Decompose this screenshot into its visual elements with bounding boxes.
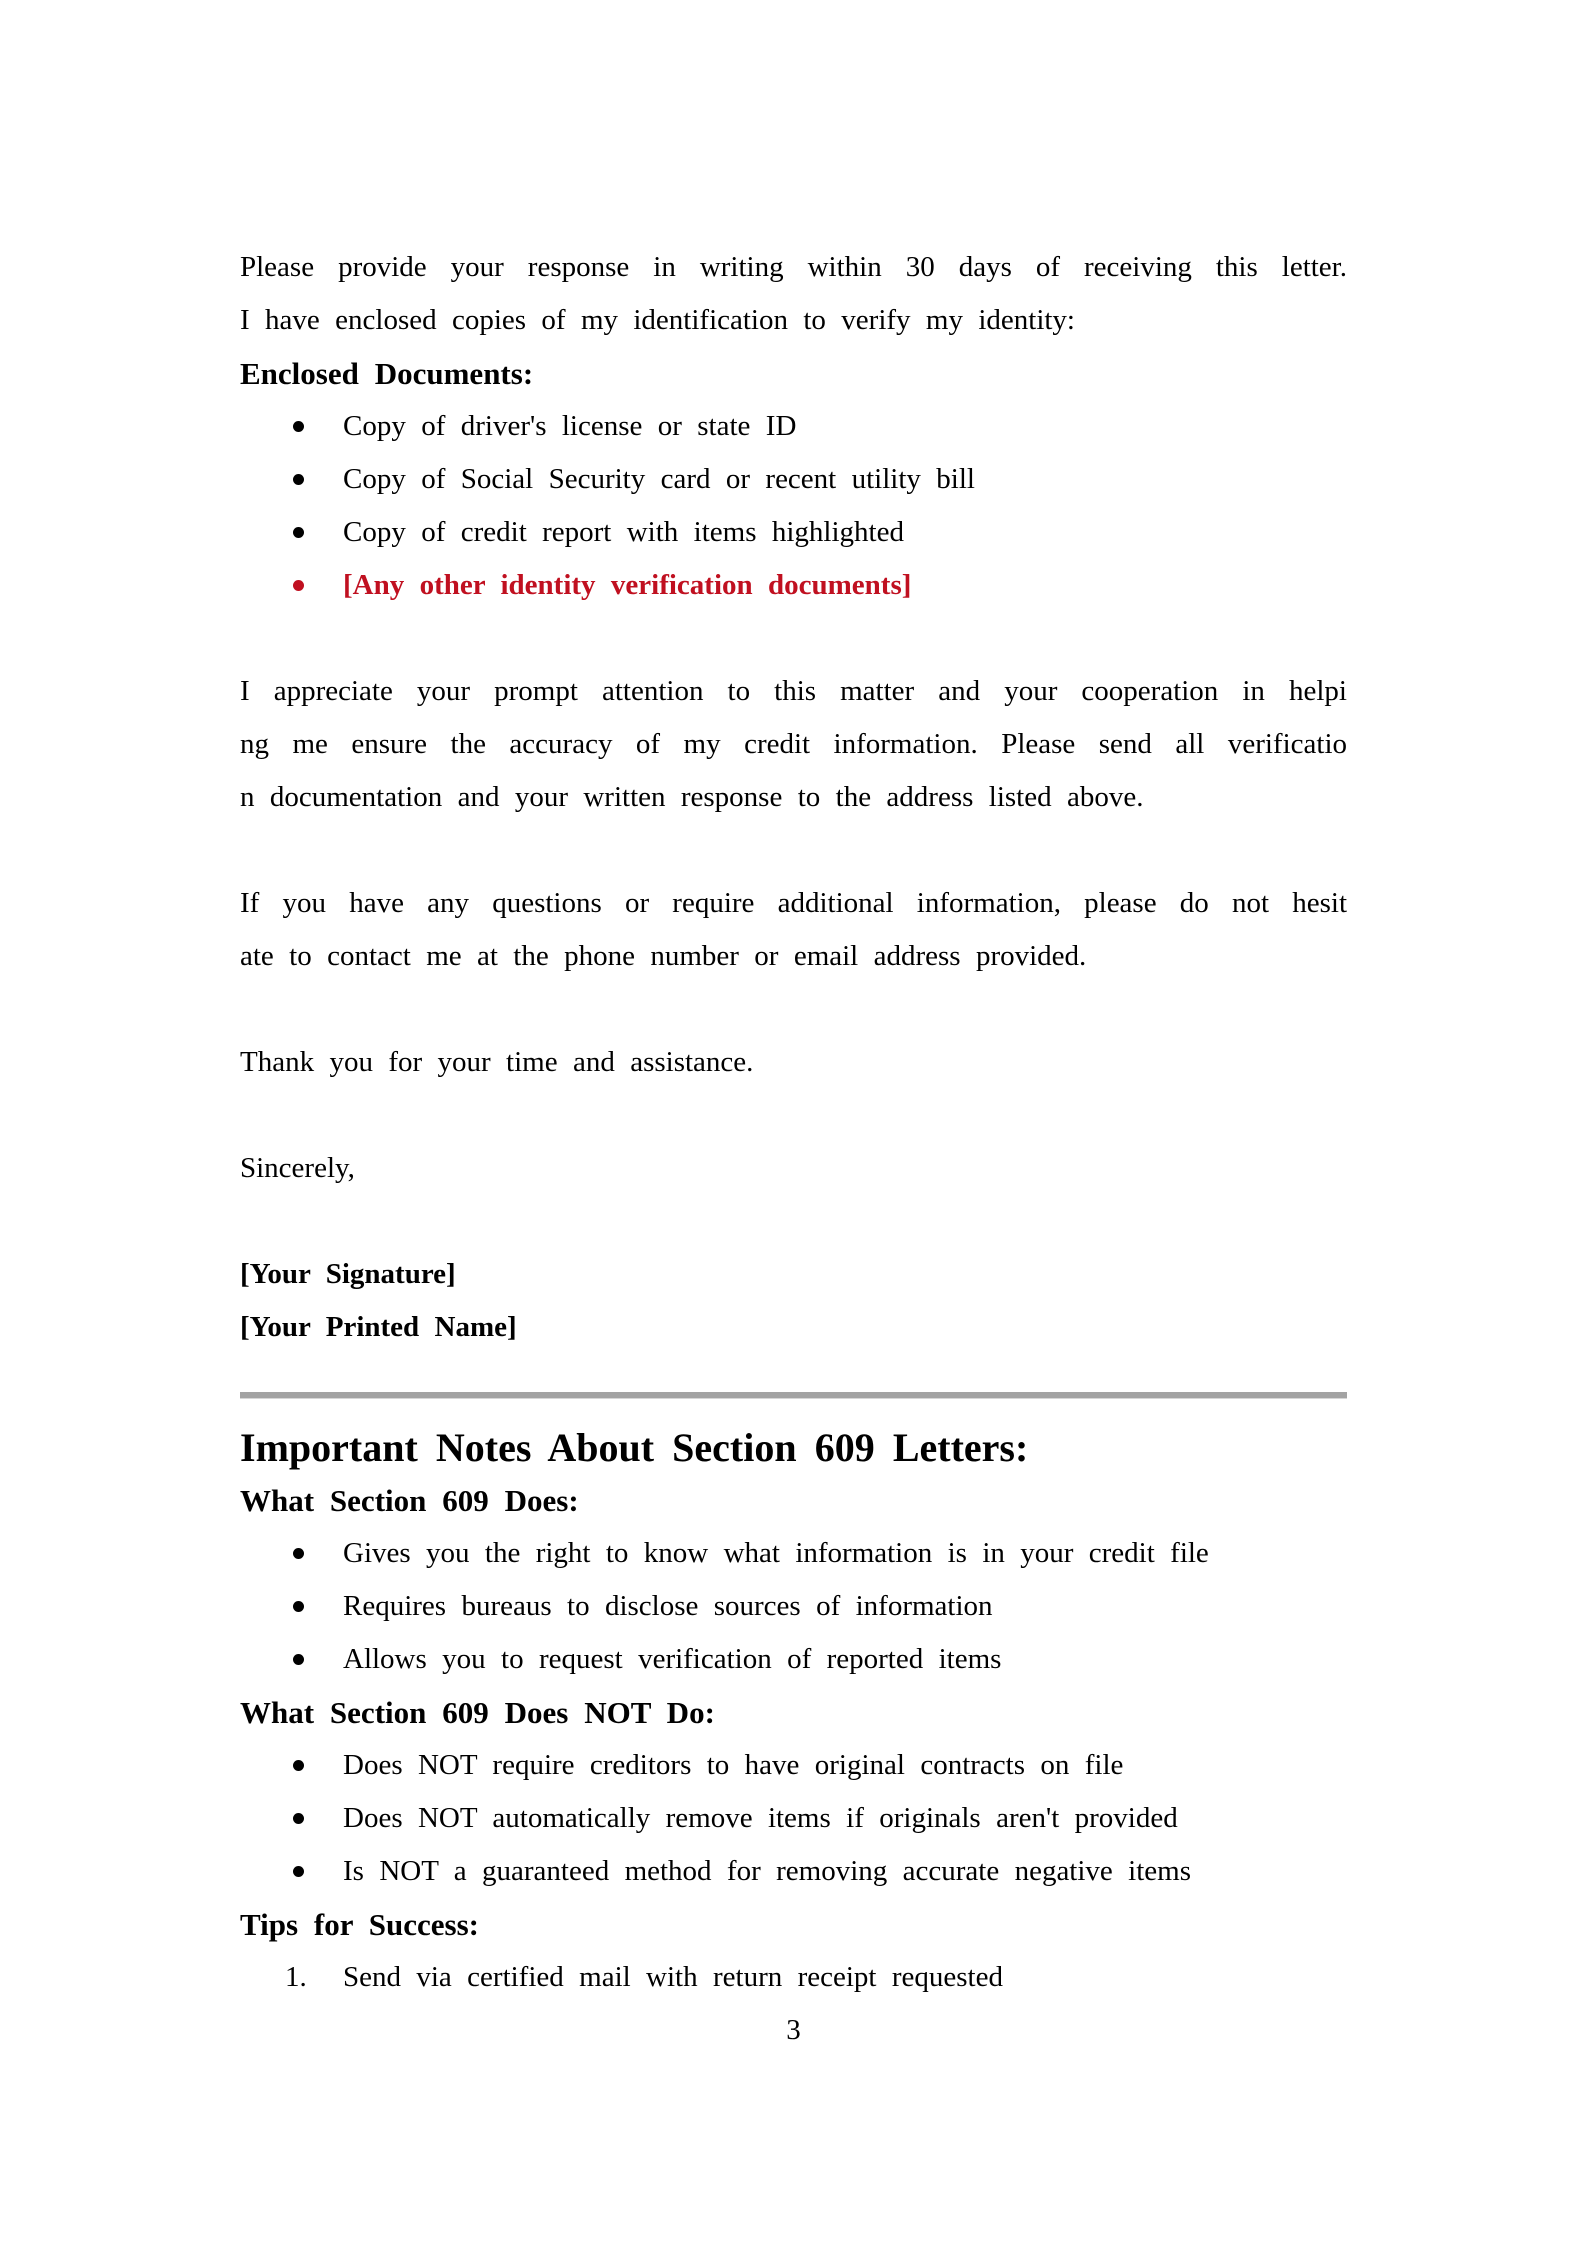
does-item-text: Allows you to request verification of reported items xyxy=(343,1643,1002,1675)
does-not-item xyxy=(240,1792,1347,1845)
signature-placeholder: [Your Signature] xyxy=(240,1258,456,1290)
does-item xyxy=(240,1580,1347,1633)
bullet-icon xyxy=(293,1601,304,1612)
page-number: 3 xyxy=(786,2014,801,2046)
bullet-icon xyxy=(293,1866,304,1877)
paragraph-line: ate to contact me at the phone number or email address provided. xyxy=(240,940,1087,972)
does-item xyxy=(240,1633,1347,1686)
paragraph-line: I appreciate your prompt attention to this matter and your cooperation in helpi xyxy=(240,675,1347,707)
enclosed-item-text: Copy of credit report with items highlighted xyxy=(343,516,904,548)
what-section-609-does-heading: What Section 609 Does: xyxy=(240,1483,579,1518)
blank-line xyxy=(240,983,1347,1036)
bullet-icon xyxy=(293,1548,304,1559)
bullet-icon xyxy=(293,421,304,432)
tip-item-number: 1. xyxy=(285,1961,307,1993)
does-item-text: Gives you the right to know what information is in your credit file xyxy=(343,1537,1209,1569)
enclosed-item-text: [Any other identity verification documents] xyxy=(343,569,912,601)
does-not-item-text: Does NOT automatically remove items if originals aren't provided xyxy=(343,1802,1178,1834)
letter-body xyxy=(240,241,1347,2057)
blank-line xyxy=(240,1195,1347,1248)
section-divider xyxy=(240,1392,1347,1399)
does-item-text: Requires bureaus to disclose sources of information xyxy=(343,1590,993,1622)
blank-line xyxy=(240,824,1347,877)
bullet-icon xyxy=(293,1654,304,1665)
enclosed-item-text: Copy of Social Security card or recent utility bill xyxy=(343,463,975,495)
enclosed-item xyxy=(240,453,1347,506)
bullet-icon xyxy=(293,1813,304,1824)
enclosed-item xyxy=(240,506,1347,559)
paragraph-line: I have enclosed copies of my identification to verify my identity: xyxy=(240,304,1075,336)
does-item xyxy=(240,1527,1347,1580)
blank-line xyxy=(240,612,1347,665)
enclosed-item-text: Copy of driver's license or state ID xyxy=(343,410,797,442)
does-not-item-text: Does NOT require creditors to have original contracts on file xyxy=(343,1749,1124,1781)
blank-line xyxy=(240,1089,1347,1142)
printed-name-placeholder: [Your Printed Name] xyxy=(240,1311,517,1343)
paragraph-line: ng me ensure the accuracy of my credit information. Please send all verificatio xyxy=(240,728,1347,760)
does-not-item xyxy=(240,1845,1347,1898)
tip-item-text: Send via certified mail with return receipt requested xyxy=(343,1961,1003,1993)
enclosed-item-placeholder xyxy=(240,559,1347,612)
enclosed-item xyxy=(240,400,1347,453)
bullet-icon xyxy=(293,580,304,591)
does-not-item-text: Is NOT a guaranteed method for removing accurate negative items xyxy=(343,1855,1191,1887)
tip-item xyxy=(240,1951,1347,2004)
bullet-icon xyxy=(293,527,304,538)
paragraph-line: If you have any questions or require additional information, please do not hesit xyxy=(240,887,1347,919)
bullet-icon xyxy=(293,474,304,485)
closing-line: Sincerely, xyxy=(240,1152,355,1184)
paragraph-line: n documentation and your written response to the address listed above. xyxy=(240,781,1144,813)
notes-heading: Important Notes About Section 609 Letters: xyxy=(240,1425,1029,1470)
tips-for-success-heading: Tips for Success: xyxy=(240,1907,480,1942)
paragraph-line: Please provide your response in writing within 30 days of receiving this letter. xyxy=(240,251,1347,283)
what-section-609-does-not-do-heading: What Section 609 Does NOT Do: xyxy=(240,1695,715,1730)
bullet-icon xyxy=(293,1760,304,1771)
enclosed-documents-heading: Enclosed Documents: xyxy=(240,356,534,391)
does-not-item xyxy=(240,1739,1347,1792)
thank-you-line: Thank you for your time and assistance. xyxy=(240,1046,754,1078)
